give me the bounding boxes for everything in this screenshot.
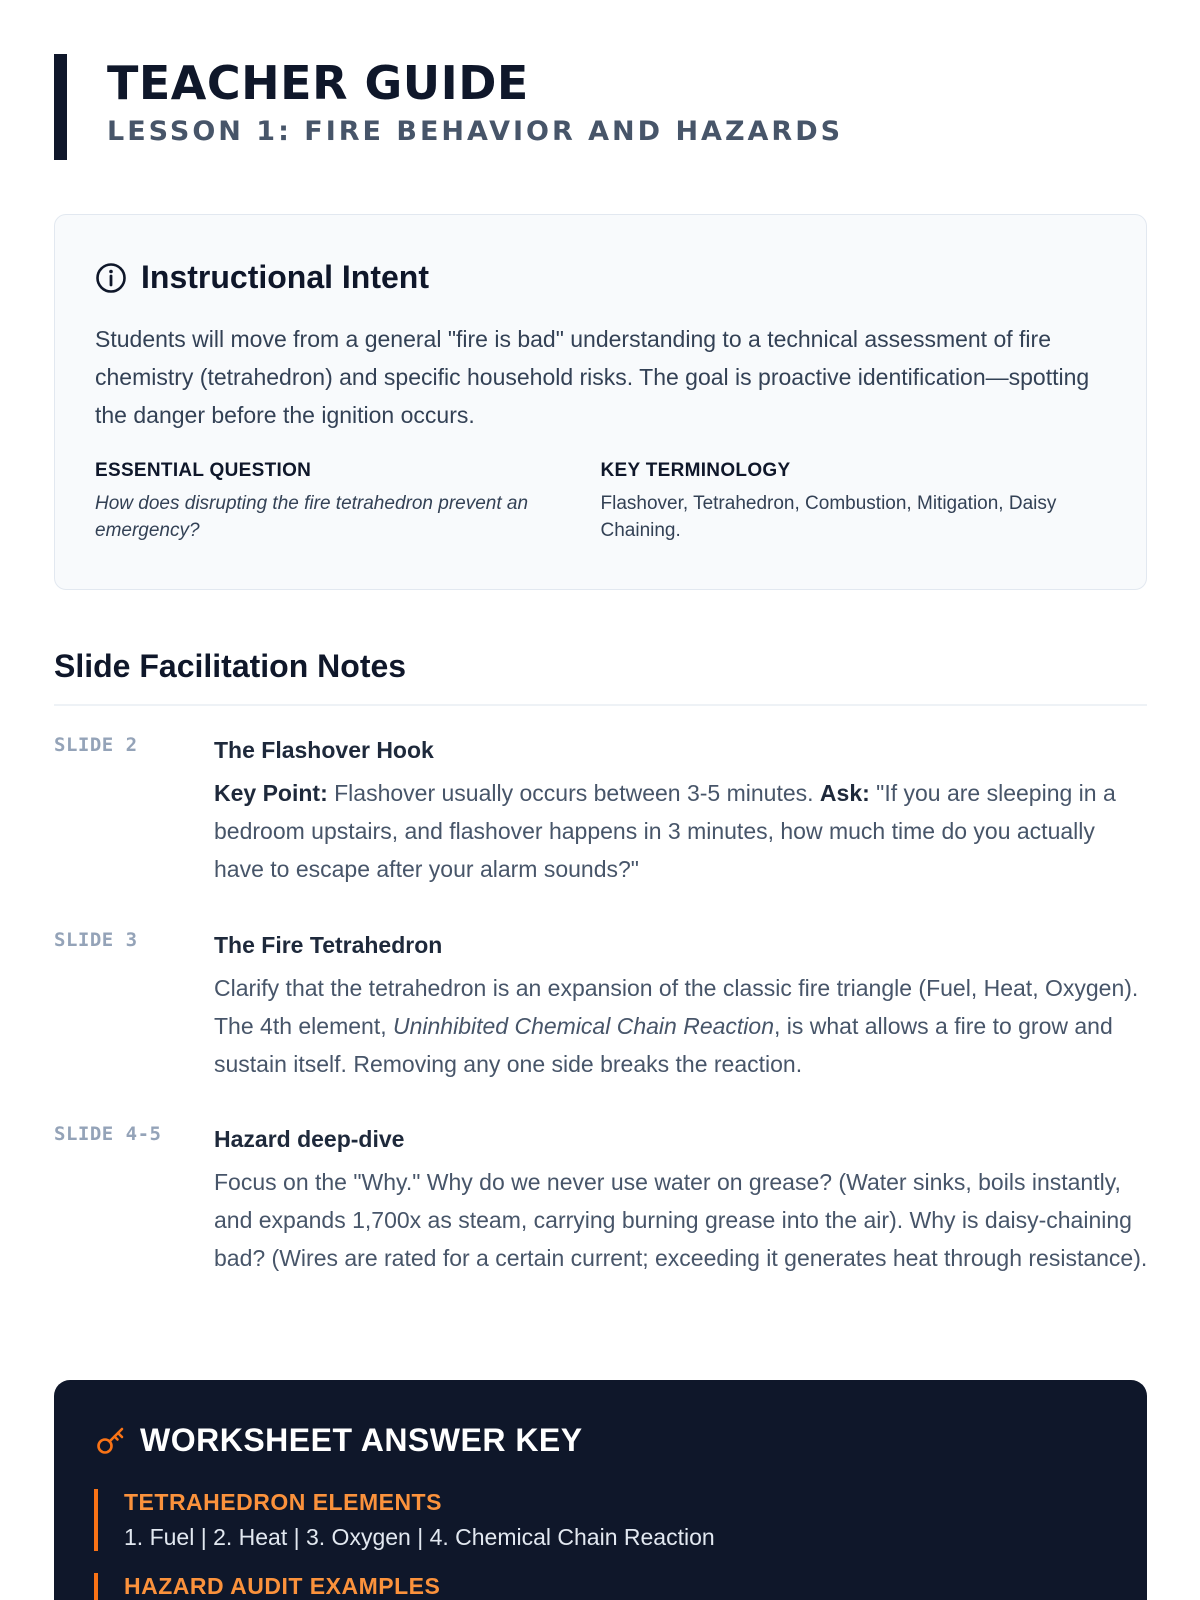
key-terminology-block bbox=[601, 460, 1107, 544]
answer-item-label: HAZARD AUDIT EXAMPLES bbox=[124, 1573, 441, 1599]
intent-columns bbox=[95, 460, 1106, 544]
essential-question-label: ESSENTIAL QUESTION bbox=[95, 460, 312, 481]
key-point-text: Flashover usually occurs between 3-5 minutes. bbox=[327, 780, 820, 806]
page-title: TEACHER GUIDE bbox=[107, 56, 529, 110]
slide-note-title: The Flashover Hook bbox=[214, 737, 434, 763]
emphasized-term: Uninhibited Chemical Chain Reaction bbox=[393, 1013, 774, 1039]
section-title-slide-notes: Slide Facilitation Notes bbox=[54, 648, 407, 684]
slide-note-text bbox=[214, 774, 1149, 888]
intent-body: Students will move from a general "fire is bad" understanding to a technical assessment of fire chemistry (tetrahedron) and specific household risks. The goal is proactive identification—spotting the danger before the ignition occurs. bbox=[95, 326, 1090, 428]
slide-note-text: Focus on the "Why." Why do we never use water on grease? (Water sinks, boils instantly, and expands 1,700x as steam, carrying burning grease into the air). Why is daisy-chaining bad? (Wires are rated for a certain current; exceeding it generates heat through resistance). bbox=[214, 1169, 1148, 1271]
slide-number: SLIDE 3 bbox=[54, 929, 138, 951]
slide-number: SLIDE 4-5 bbox=[54, 1123, 162, 1145]
answer-item-value: 1. Fuel | 2. Heat | 3. Oxygen | 4. Chemical Chain Reaction bbox=[124, 1524, 715, 1550]
page-header bbox=[54, 54, 843, 160]
answer-item bbox=[94, 1573, 1107, 1600]
slide-number: SLIDE 2 bbox=[54, 734, 138, 756]
info-icon bbox=[95, 262, 127, 294]
slide-note-title: The Fire Tetrahedron bbox=[214, 932, 443, 958]
slide-text-part: , is what allows a fire to grow and sustain itself. Removing any one side breaks the reaction. bbox=[214, 1013, 1113, 1077]
slide-text-part: Clarify that the tetrahedron is an expansion of the classic fire triangle (Fuel, Heat, Oxygen). The 4th element, bbox=[214, 975, 1139, 1039]
answer-item-label: TETRAHEDRON ELEMENTS bbox=[124, 1489, 442, 1515]
ask-text: "If you are sleeping in a bedroom upstairs, and flashover happens in 3 minutes, how much time do you actually have to escape after your alarm sounds?" bbox=[214, 780, 1116, 882]
answer-key-header bbox=[94, 1422, 1107, 1459]
lesson-subtitle: LESSON 1: FIRE BEHAVIOR AND HAZARDS bbox=[107, 116, 844, 147]
section-divider bbox=[54, 704, 1147, 706]
slide-note-content bbox=[214, 931, 1149, 1083]
slide-note-content bbox=[214, 1125, 1149, 1277]
intent-header bbox=[95, 259, 1106, 296]
intent-title: Instructional Intent bbox=[141, 259, 429, 295]
key-icon bbox=[94, 1424, 128, 1458]
essential-question-text: How does disrupting the fire tetrahedron prevent an emergency? bbox=[95, 493, 529, 541]
key-point-label: Key Point: bbox=[214, 780, 328, 806]
answer-key-title: WORKSHEET ANSWER KEY bbox=[140, 1422, 583, 1458]
worksheet-answer-key-card bbox=[54, 1380, 1147, 1600]
essential-question-block bbox=[95, 460, 601, 544]
ask-label: Ask: bbox=[819, 780, 870, 806]
instructional-intent-card bbox=[54, 214, 1147, 590]
answer-item bbox=[94, 1489, 1107, 1551]
key-terminology-text: Flashover, Tetrahedron, Combustion, Mitigation, Daisy Chaining. bbox=[600, 493, 1057, 541]
slide-note-content bbox=[214, 736, 1149, 888]
slide-note-text bbox=[214, 969, 1149, 1083]
slide-note-title: Hazard deep-dive bbox=[214, 1126, 405, 1152]
key-terminology-label: KEY TERMINOLOGY bbox=[600, 460, 791, 481]
